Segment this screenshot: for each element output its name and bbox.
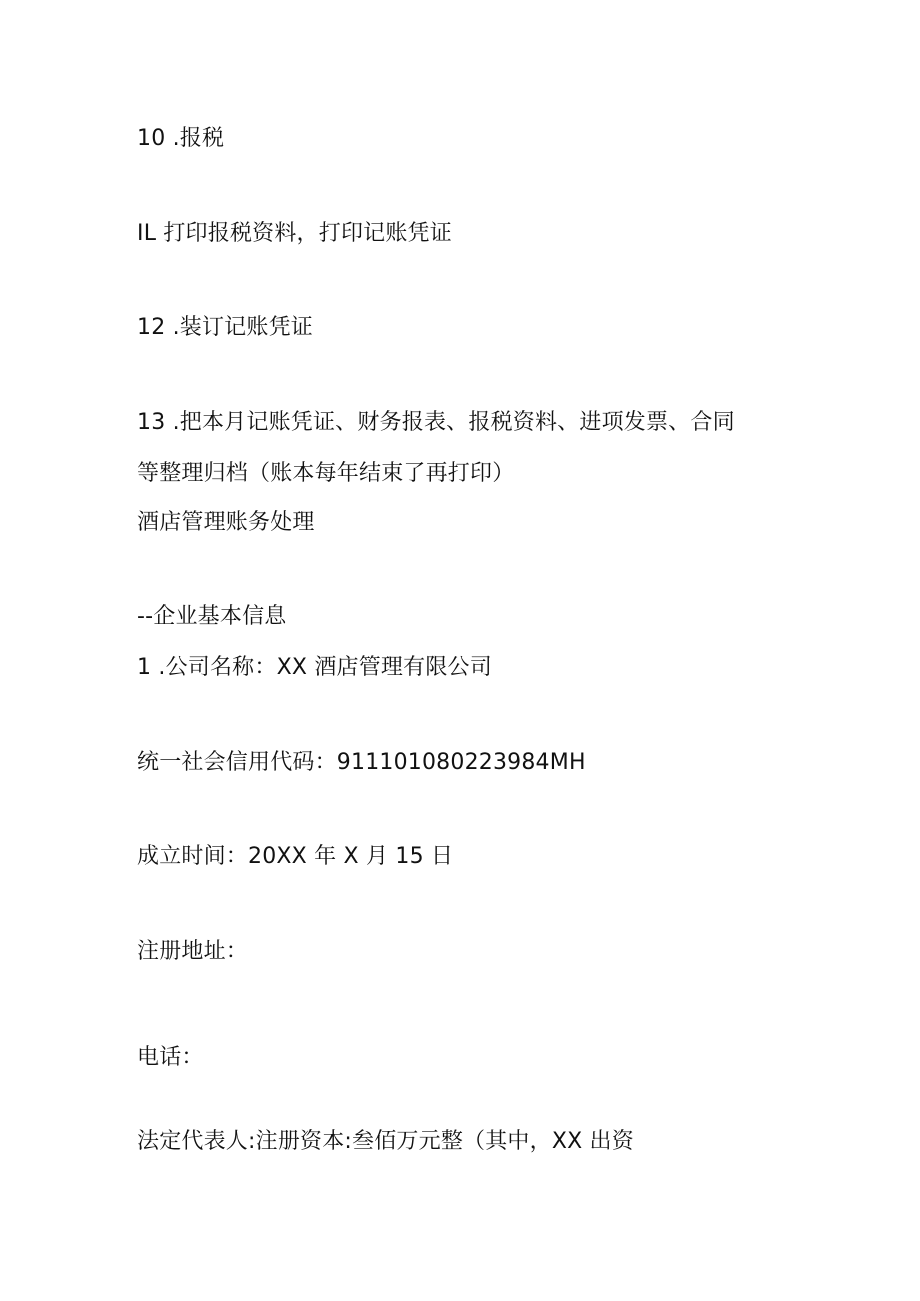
step-11-text: IL 打印报税资料，打印记账凭证 — [137, 221, 452, 246]
step-13-text: 13 .把本月记账凭证、财务报表、报税资料、进项发票、合同 — [137, 410, 735, 435]
credit-code: 统一社会信用代码：911101080223984MH — [137, 750, 586, 775]
registered-address: 注册地址： — [137, 939, 249, 964]
subsection-heading: --企业基本信息 — [137, 604, 287, 629]
established-date: 成立时间：20XX 年 X 月 15 日 — [137, 844, 454, 869]
section-title: 酒店管理账务处理 — [137, 510, 315, 535]
company-name: 1 .公司名称：XX 酒店管理有限公司 — [137, 655, 492, 680]
legal-rep-capital: 法定代表人:注册资本:叁佰万元整（其中，XX 出资 — [137, 1129, 634, 1154]
step-12-heading: 12 .装订记账凭证 — [137, 315, 313, 340]
phone: 电话： — [137, 1045, 204, 1070]
step-13-continuation: 等整理归档（账本每年结束了再打印） — [137, 461, 515, 486]
step-10-heading: 10 .报税 — [137, 126, 225, 151]
